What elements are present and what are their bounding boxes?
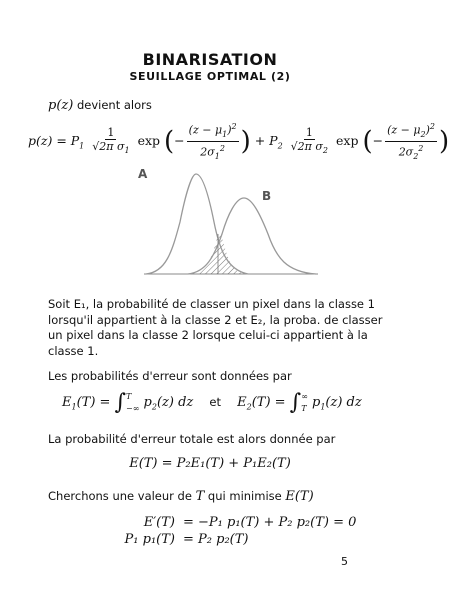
intro-line [48,98,152,113]
paragraph-error-probs: Les probabilités d'erreur sont données par [48,369,292,383]
and-word: et [209,395,222,409]
minimise-mid: qui minimise [207,489,282,503]
density-equation: $p(z) = P_1$ $\frac{1}{√2\pi \sigma_1}$ exp (− $\frac{(z - \mu_1)^2}{2\sigma_1^2}$ ) + $P_2$ $\frac{1}{√2\pi \sigma_2}$ exp (− $\frac{(z - \mu_2)^2}{2\sigma_2^2}$ ) [28,122,449,161]
label-b: B [262,189,272,203]
page-subtitle: SEUILLAGE OPTIMAL (2) [129,70,291,83]
eq1-left: E′(T) [143,515,175,530]
curve-a [146,174,248,274]
total-error-equation: E(T) = P₂E₁(T) + P₁E₂(T) [129,456,291,471]
minimise-prefix: Cherchons une valeur de [48,489,192,503]
intro-text: devient alors [76,98,152,112]
eq2-right: = P₂ p₂(T) [183,532,249,547]
error-integrals: $E_1(T)$ = ∫ T −∞ $p_2(z)$ dz et $E_2(T)$ = ∫ ∞ T $p_1(z)$ dz [62,390,362,415]
page-number: 5 [341,555,348,568]
minimise-ET: E(T) [285,489,314,504]
page-title: BINARISATION [142,50,278,69]
label-a: A [138,167,148,181]
gaussian-overlap-figure [136,162,326,284]
minimise-T: T [195,489,205,504]
paragraph-minimise [48,489,314,504]
paragraph-total-error: La probabilité d'erreur totale est alors donnée par [48,432,336,446]
derivative-equations [0,515,420,547]
curve-b [188,198,316,274]
intro-symbol: p(z) [48,98,74,113]
eq1-right: = −P₁ p₁(T) + P₂ p₂(T) = 0 [183,515,357,530]
paragraph-e1-e2: Soit E₁, la probabilité de classer un pixel dans la classe 1 lorsqu'il appartient à la classe 2 et E₂, la proba. de classer un pixel dans la classe 2 lorsque celui-ci appartient à la classe 1. [48,297,383,358]
eq2-left: P₁ p₁(T) [124,532,175,547]
